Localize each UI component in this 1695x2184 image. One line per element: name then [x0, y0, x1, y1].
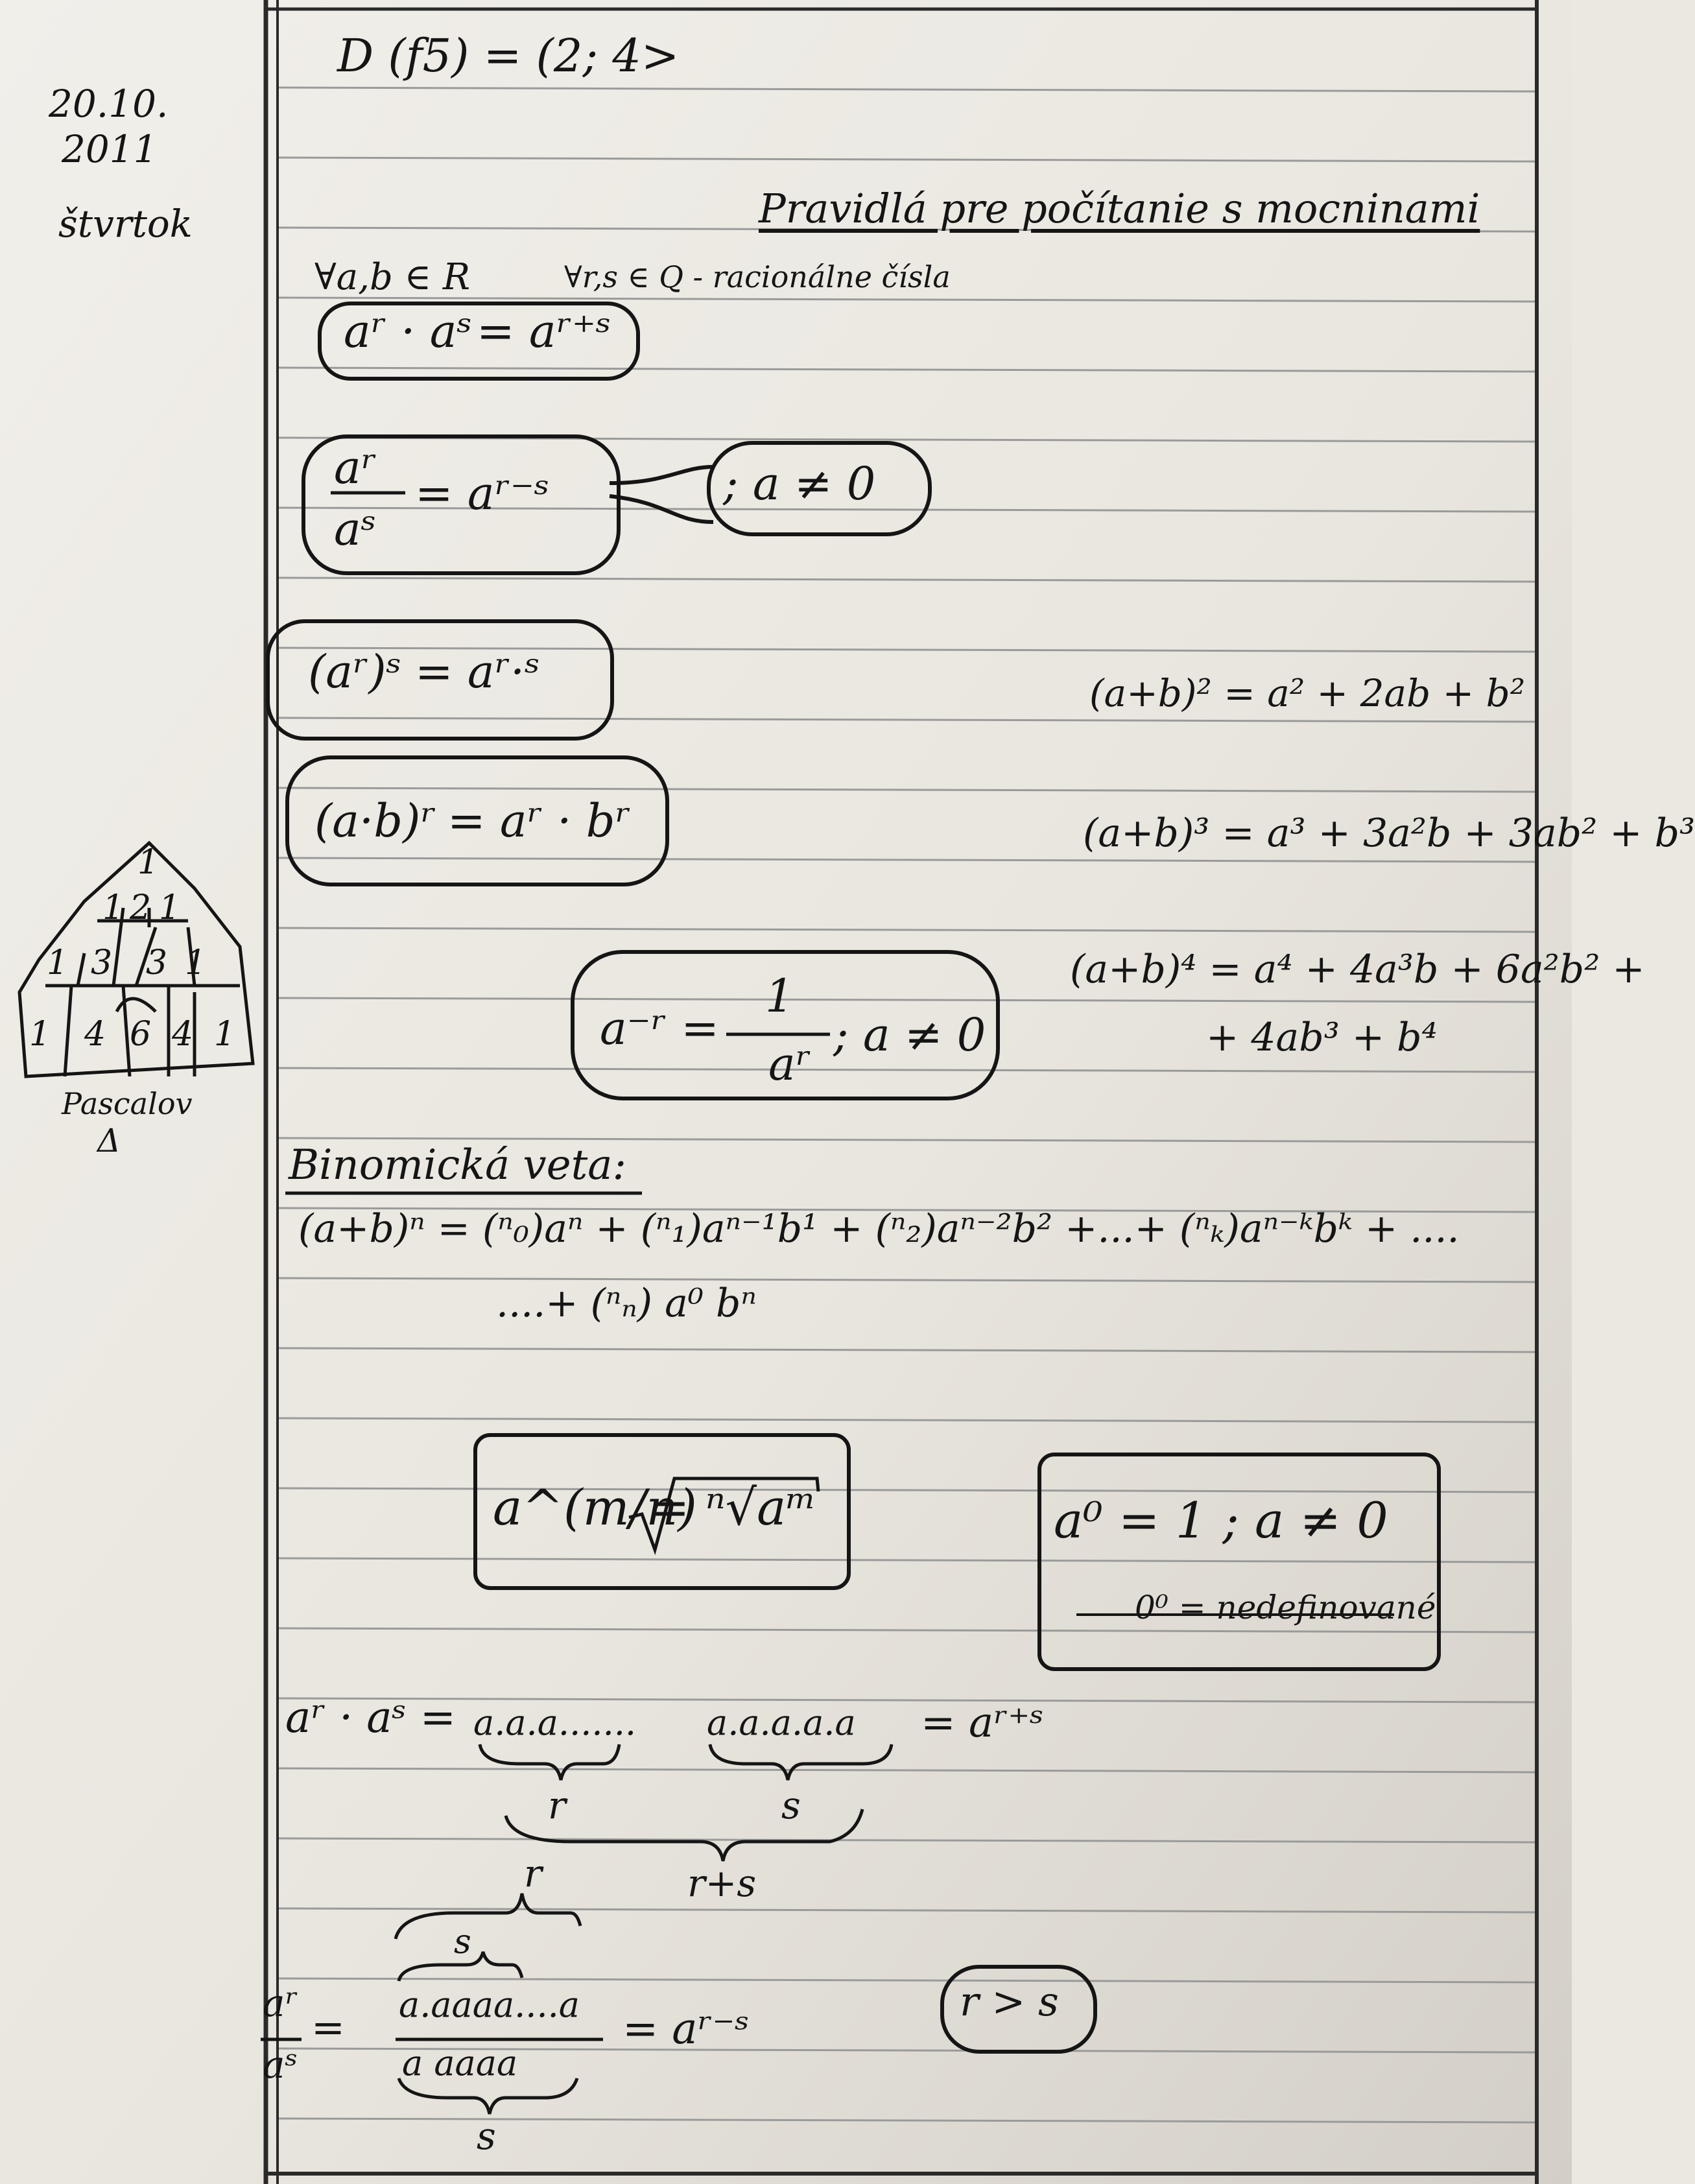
- binomial-fourth-line1: (a+b)⁴ = a⁴ + 4a³b + 6a²b² +: [1070, 947, 1645, 992]
- rule6-rhs: = ⁿ√aᵐ: [648, 1478, 816, 1536]
- example1-group-s: a.a.a.a.a: [707, 1702, 856, 1743]
- example2-lhs-numerator: aʳ: [263, 1981, 298, 2025]
- rule4-lhs: (a·b)ʳ: [314, 794, 436, 848]
- pascal-label: Pascalov: [62, 1086, 193, 1121]
- rule1-rhs: = aʳ⁺ˢ: [477, 305, 611, 358]
- pascal-row2-a: 1: [47, 944, 69, 982]
- rule3-lhs: (aʳ)ˢ: [308, 645, 402, 698]
- binomial-square: (a+b)² = a² + 2ab + b²: [1089, 671, 1526, 715]
- rule2-numerator: aʳ: [334, 441, 377, 494]
- binomial-theorem-line1: (a+b)ⁿ = (ⁿ₀)aⁿ + (ⁿ₁)aⁿ⁻¹b¹ + (ⁿ₂)aⁿ⁻²b² +...+ (ⁿₖ)aⁿ⁻ᵏbᵏ + ....: [298, 1206, 1460, 1252]
- date-year: 2011: [62, 127, 158, 171]
- rule7-main: a⁰ = 1 ; a ≠ 0: [1054, 1491, 1388, 1549]
- pascal-row2-d: 1: [185, 944, 207, 982]
- pascal-row2-b: 3: [91, 944, 113, 982]
- example2-condition: r > s: [960, 1978, 1059, 2025]
- pascal-row1-a: 1: [102, 888, 124, 927]
- example1-group-r: a.a.a.......: [473, 1702, 637, 1743]
- rule2-condition: ; a ≠ 0: [723, 457, 876, 510]
- rule2-rhs: = aʳ⁻ˢ: [415, 467, 550, 520]
- pascal-symbol: Δ: [97, 1122, 121, 1159]
- rule7-note: 0⁰ = nedefinované: [1135, 1589, 1436, 1626]
- pascal-row3-b: 4: [84, 1015, 106, 1054]
- pascal-row3-d: 4: [172, 1015, 194, 1054]
- pascal-row3-e: 1: [214, 1015, 236, 1054]
- binomial-theorem-line2: ....+ (ⁿₙ) a⁰ bⁿ: [496, 1281, 757, 1326]
- quantifier-rational: ∀r,s ∈ Q - racionálne čísla: [564, 259, 951, 294]
- rule1-lhs: aʳ · aˢ: [344, 305, 473, 358]
- rule5-condition: ; a ≠ 0: [833, 1008, 986, 1062]
- date-weekday: štvrtok: [58, 202, 193, 246]
- rule3-rhs: = aʳ·ˢ: [415, 645, 540, 698]
- example2-numerator: a.aaaa....a: [399, 1984, 580, 2025]
- example1-label-s: s: [781, 1783, 801, 1827]
- example2-label-s-top: s: [454, 1923, 471, 1962]
- page-title: Pravidlá pre počítanie s mocninami: [759, 185, 1480, 232]
- binomial-cube: (a+b)³ = a³ + 3a²b + 3ab² + b³: [1083, 811, 1695, 856]
- pascal-row3-a: 1: [29, 1015, 51, 1054]
- rule6-lhs: a^(m/n): [493, 1478, 697, 1536]
- pascal-row1-b: 2: [130, 888, 152, 927]
- header-formula: D (f5) = (2; 4>: [337, 29, 680, 82]
- rule4-rhs: = aʳ · bʳ: [447, 794, 631, 848]
- rule5-numerator: 1: [765, 969, 794, 1023]
- pascal-row3-c: 6: [130, 1015, 152, 1054]
- example1-lhs: aʳ · aˢ =: [285, 1692, 456, 1742]
- example2-denominator: a aaaa: [402, 2043, 518, 2083]
- date-day: 20.10.: [49, 82, 169, 126]
- example2-label-r: r: [524, 1851, 542, 1895]
- rule7-box: [1037, 1453, 1441, 1671]
- binomial-theorem-heading: Binomická veta:: [289, 1141, 626, 1189]
- example1-label-rs: r+s: [687, 1861, 757, 1905]
- example1-rhs: = aʳ⁺ˢ: [921, 1699, 1044, 1747]
- pascal-row1-c: 1: [159, 888, 181, 927]
- pascal-row2-c: 3: [146, 944, 168, 982]
- rule5-lhs: a⁻ʳ =: [600, 1002, 719, 1055]
- quantifier-real: ∀a,b ∈ R: [314, 256, 471, 298]
- binomial-fourth-line2: + 4ab³ + b⁴: [1206, 1015, 1438, 1060]
- example2-label-s-bottom: s: [477, 2114, 496, 2158]
- example2-equals: =: [311, 2004, 345, 2051]
- example2-rhs: = aʳ⁻ˢ: [622, 2004, 750, 2054]
- example1-label-r: r: [548, 1783, 566, 1827]
- pascal-row0: 1: [137, 843, 160, 882]
- rule5-denominator: aʳ: [768, 1038, 812, 1091]
- example2-lhs-denominator: aˢ: [263, 2043, 298, 2087]
- rule2-denominator: aˢ: [334, 503, 377, 556]
